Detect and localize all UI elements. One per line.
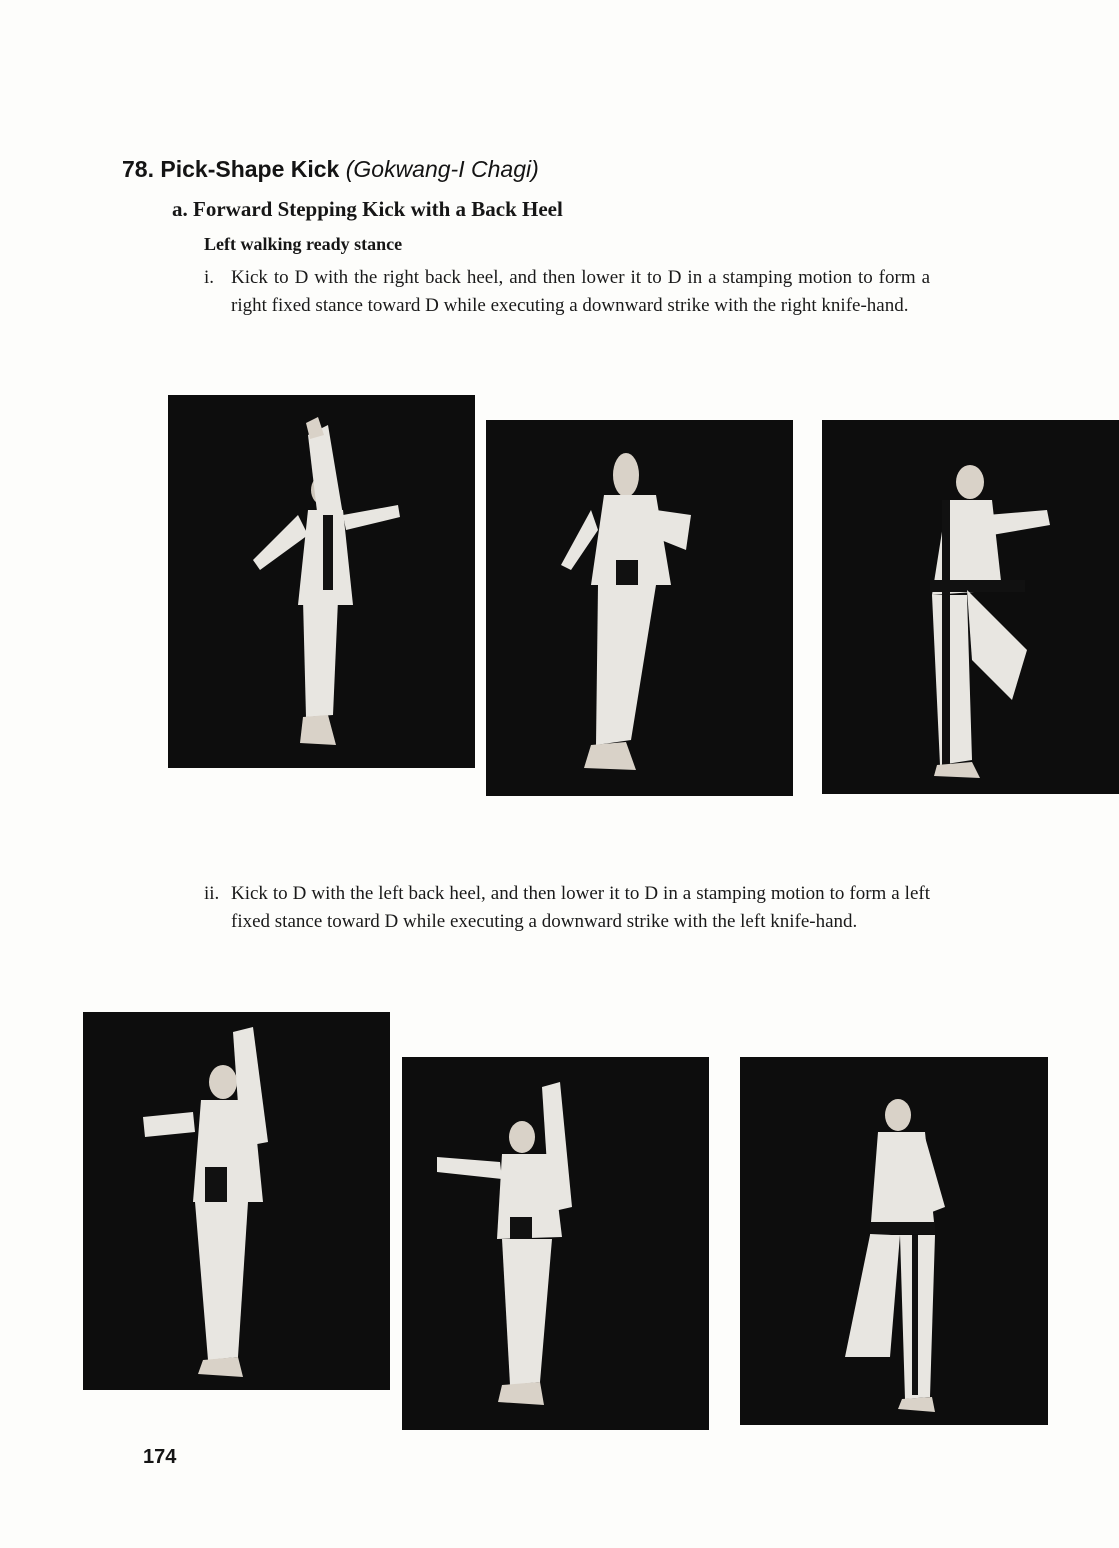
section-heading [122, 156, 539, 183]
step-number: i. [204, 267, 215, 288]
page-number: 174 [143, 1446, 177, 1468]
photo-step-ii-1 [83, 1012, 390, 1390]
section-title: Pick-Shape Kick [160, 156, 340, 182]
step-i [204, 264, 930, 320]
photo-step-i-3 [822, 420, 1119, 794]
step-ii [204, 880, 930, 936]
photo-step-ii-3 [740, 1057, 1048, 1425]
subsection-title: a. Forward Stepping Kick with a Back Heel [172, 197, 563, 221]
photo-step-i-2 [486, 420, 793, 796]
photo-step-i-1 [168, 395, 475, 768]
step-text: Kick to D with the right back heel, and then lower it to D in a stamping motion to form a right fixed stance toward D while executing a downward strike with the right knife-hand. [231, 267, 930, 316]
ready-stance-label: Left walking ready stance [204, 234, 403, 254]
step-number: ii. [204, 883, 220, 904]
section-korean-title: (Gokwang-I Chagi) [345, 156, 539, 182]
section-number: 78. [122, 156, 154, 182]
step-text: Kick to D with the left back heel, and then lower it to D in a stamping motion to form a left fixed stance toward D while executing a downward strike with the left knife-hand. [231, 883, 930, 932]
photo-step-ii-2 [402, 1057, 709, 1430]
